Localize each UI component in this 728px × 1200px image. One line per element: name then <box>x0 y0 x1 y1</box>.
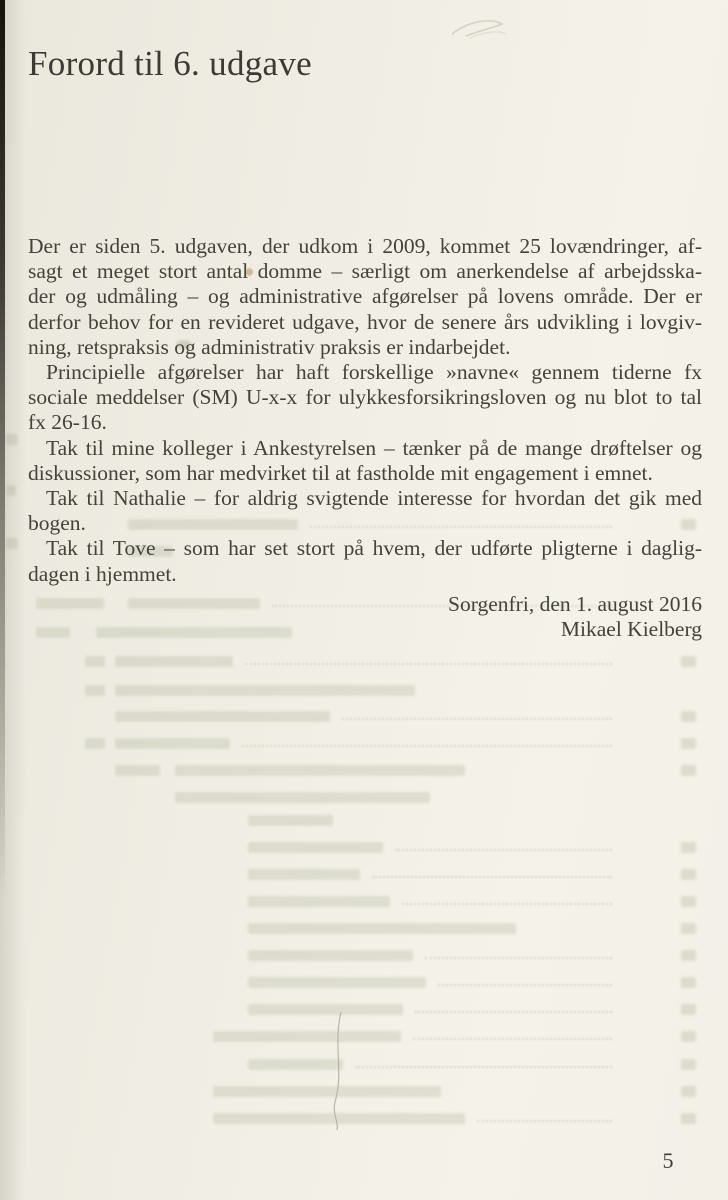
body-text-line: Tak til Tove – som har set stort på hvem, der udførte pligterne i daglig- <box>46 536 702 561</box>
ghost-toc-row <box>0 710 728 723</box>
ghost-toc-row <box>0 1030 728 1043</box>
ghost-toc-row <box>0 655 728 668</box>
body-text-line: sociale meddelser (SM) U-x-x for ulykkesforsikringsloven og nu blot to tal <box>28 385 702 410</box>
ghost-toc-row <box>0 1112 728 1125</box>
body-text-line: Tak til mine kolleger i Ankestyrelsen – tænker på de mange drøftelser og <box>46 435 702 460</box>
scan-scratch-mark <box>320 1000 360 1140</box>
ghost-toc-row <box>0 764 728 777</box>
ghost-toc-row <box>0 976 728 989</box>
signature-place-date: Sorgenfri, den 1. august 2016 <box>448 591 702 616</box>
body-text-line: diskussioner, som har medvirket til at fastholde mit engagement i emnet. <box>28 460 653 485</box>
body-text-line: Der er siden 5. udgaven, der udkom i 2009, kommet 25 lovændringer, af- <box>28 234 702 258</box>
ghost-toc-row <box>0 949 728 962</box>
body-text-line: bogen. <box>28 511 86 536</box>
ghost-toc-row <box>0 684 728 697</box>
pencil-squiggle-mark <box>440 12 520 52</box>
body-paragraphs <box>28 234 702 587</box>
body-text-line: dagen i hjemmet. <box>28 561 177 586</box>
page-title: Forord til 6. udgave <box>28 44 313 83</box>
body-text-line: fx 26-16. <box>28 410 107 435</box>
body-text-line: derfor behov for en revideret udgave, hvor de senere års udvikling i lovgiv- <box>28 309 702 334</box>
ghost-toc-row <box>0 737 728 750</box>
ghost-toc-row <box>0 1085 728 1098</box>
body-text-line: der og udmåling – og administrative afgørelser på lovens område. Der er <box>28 284 702 309</box>
body-text-line: ning, retspraksis og administrativ praksis er indarbejdet. <box>28 334 511 359</box>
body-text-line: sagt et meget stort antal domme – særligt om anerkendelse af arbejdsska- <box>28 259 702 284</box>
page-number: 5 <box>662 1148 674 1173</box>
ghost-toc-row <box>0 1003 728 1016</box>
body-text-line: Principielle afgørelser har haft forskellige »navne« gennem tiderne fx <box>46 360 702 385</box>
ghost-toc-row <box>0 814 728 827</box>
ghost-toc-row <box>0 922 728 935</box>
signature-name: Mikael Kielberg <box>560 617 702 642</box>
ghost-toc-row <box>0 791 728 804</box>
scan-edge-shadow <box>0 0 5 900</box>
body-text-line: Tak til Nathalie – for aldrig svigtende interesse for hvordan det gik med <box>46 486 702 511</box>
body-text <box>28 234 702 642</box>
ghost-toc-row <box>0 841 728 854</box>
ghost-toc-row <box>0 1058 728 1071</box>
ghost-toc-row <box>0 868 728 881</box>
ghost-toc-row <box>0 895 728 908</box>
